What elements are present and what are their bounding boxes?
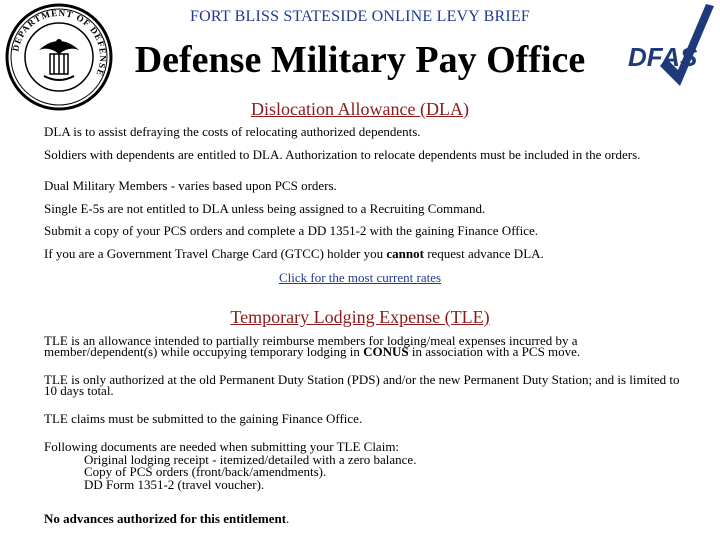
tle-paragraph-3: TLE claims must be submitted to the gaining Finance Office. — [44, 411, 363, 426]
tle-document-item: DD Form 1351-2 (travel voucher). — [84, 476, 265, 492]
dla-paragraph-6-emphasis: cannot — [386, 246, 424, 261]
dla-paragraph-1: DLA is to assist defraying the costs of relocating authorized dependents. — [44, 124, 421, 139]
tle-document-item: Original lodging receipt - itemized/detailed with a zero balance. — [84, 451, 417, 467]
current-rates-link[interactable]: Click for the most current rates — [278, 270, 442, 285]
dla-paragraph-4: Single E-5s are not entitled to DLA unless being assigned to a Recruiting Command. — [44, 201, 486, 216]
top-title: FORT BLISS STATESIDE ONLINE LEVY BRIEF — [189, 8, 531, 25]
tle-paragraph-1-text-b: in association with a PCS move. — [408, 344, 581, 359]
tle-paragraph-2: TLE is only authorized at the old Permanent Duty Station (PDS) and/or the new Permanent Duty Station; and is limited to 10 days total. — [44, 372, 680, 398]
tle-document-item: Copy of PCS orders (front/back/amendments). — [84, 464, 327, 479]
tle-paragraph-1-emphasis: CONUS — [363, 344, 409, 359]
dla-paragraph-5: Submit a copy of your PCS orders and complete a DD 1351-2 with the gaining Finance Office. — [44, 223, 539, 238]
dla-paragraph-3: Dual Military Members - varies based upon PCS orders. — [44, 178, 337, 193]
tle-paragraph-1 — [44, 335, 684, 357]
tle-footer-note — [44, 513, 684, 524]
dla-paragraph-6-text-a: If you are a Government Travel Charge Card (GTCC) holder you — [44, 246, 387, 261]
tle-paragraph-1-text-a: TLE is an allowance intended to partially reimburse members for lodging/meal expenses incurred by a member/dependent(s) while occupying temporary lodging in — [44, 333, 578, 359]
dla-paragraph-6-text-b: request advance DLA. — [423, 246, 544, 261]
tle-footer-period: . — [286, 511, 290, 526]
dla-paragraph-2: Soldiers with dependents are entitled to DLA. Authorization to relocate dependents must be included in the orders. — [44, 147, 641, 162]
seal-text: DEPARTMENT OF DEFENSE — [10, 7, 109, 79]
dla-section-title: Dislocation Allowance (DLA) — [251, 99, 469, 119]
dla-paragraph-6 — [44, 248, 684, 259]
page-title: Defense Military Pay Office — [134, 39, 586, 81]
tle-footer-emphasis: No advances authorized for this entitlement — [44, 511, 287, 526]
dfas-logo-text: DFAS — [628, 42, 698, 72]
tle-section-title: Temporary Lodging Expense (TLE) — [230, 307, 490, 327]
tle-documents-list — [44, 441, 684, 491]
tle-documents-intro: Following documents are needed when submitting your TLE Claim: — [44, 439, 400, 454]
